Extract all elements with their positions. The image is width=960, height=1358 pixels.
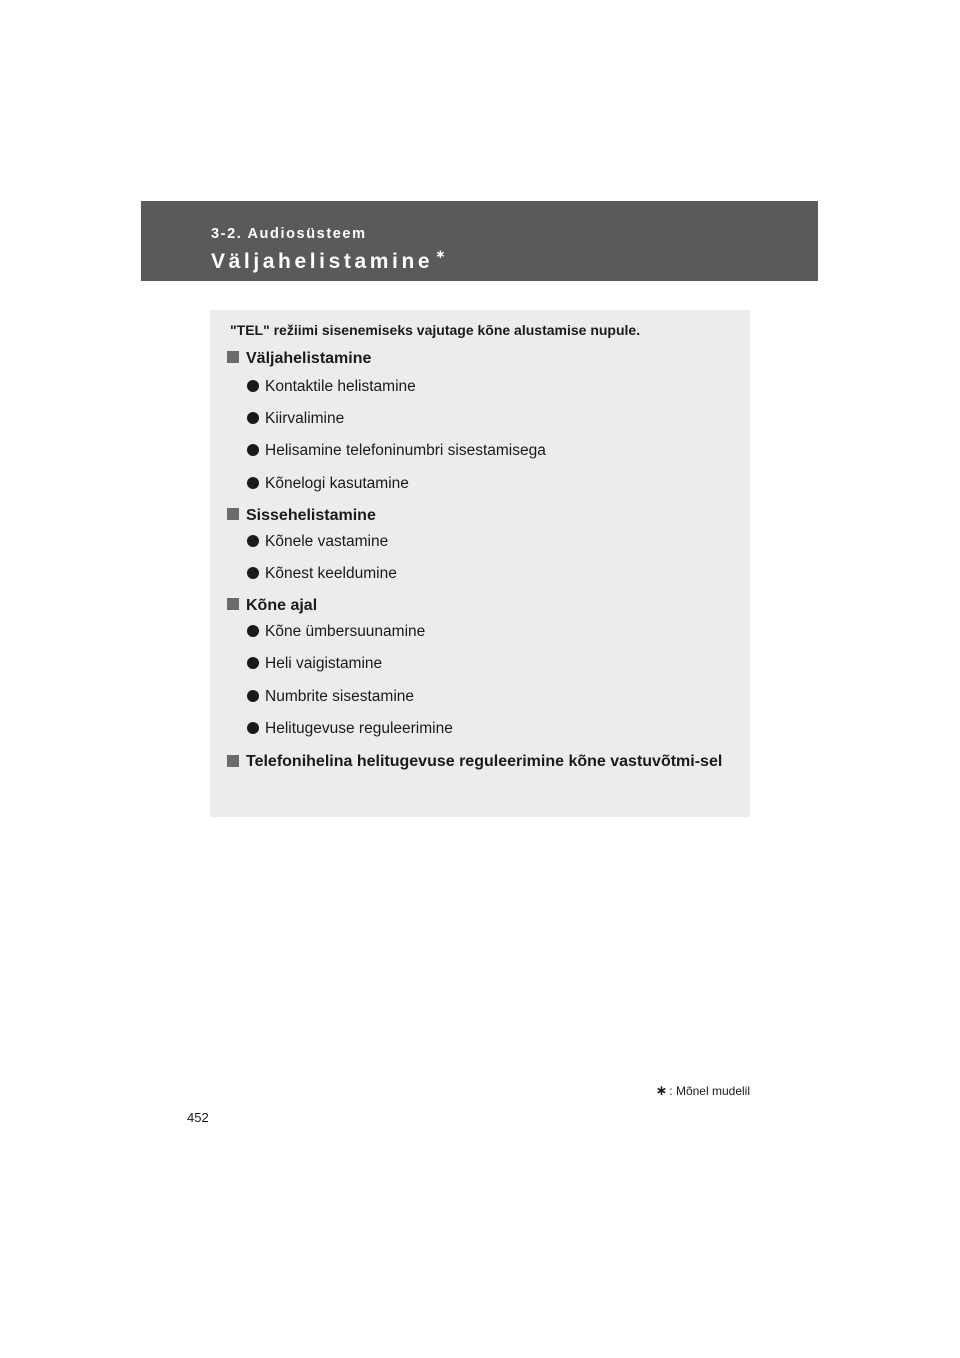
- heading-label: Sissehelistamine: [246, 507, 376, 524]
- heading-sissehelistamine: [227, 507, 376, 525]
- round-bullet-icon: [247, 444, 259, 456]
- footnote: [656, 1082, 750, 1099]
- list-item: [247, 533, 388, 551]
- header-band: [141, 201, 818, 281]
- round-bullet-icon: [247, 412, 259, 424]
- heading-kone-ajal: [227, 597, 317, 615]
- round-bullet-icon: [247, 625, 259, 637]
- round-bullet-icon: [247, 567, 259, 579]
- heading-valjahelistamine: [227, 350, 371, 368]
- list-item: [247, 720, 453, 738]
- footnote-text: : Mõnel mudelil: [669, 1084, 750, 1098]
- content-box: [210, 310, 750, 817]
- list-item: [247, 475, 409, 493]
- heading-telefonihelina: [227, 750, 732, 773]
- asterisk-icon: ∗: [435, 247, 446, 261]
- asterisk-icon: ∗: [655, 1082, 668, 1098]
- list-item: [247, 688, 414, 706]
- list-item-label: Heli vaigistamine: [265, 655, 383, 672]
- list-item: [247, 565, 397, 583]
- page-title: [211, 247, 445, 274]
- square-bullet-icon: [227, 508, 239, 520]
- square-bullet-icon: [227, 351, 239, 363]
- list-item: [247, 623, 425, 641]
- round-bullet-icon: [247, 722, 259, 734]
- round-bullet-icon: [247, 535, 259, 547]
- list-item: [247, 442, 546, 460]
- round-bullet-icon: [247, 690, 259, 702]
- round-bullet-icon: [247, 477, 259, 489]
- square-bullet-icon: [227, 598, 239, 610]
- heading-label: Telefonihelina helitugevuse reguleerimine kõne vastuvõtmi-sel: [246, 753, 723, 770]
- list-item-label: Kõnele vastamine: [265, 533, 389, 550]
- round-bullet-icon: [247, 657, 259, 669]
- list-item-label: Helisamine telefoninumbri sisestamisega: [265, 442, 546, 459]
- intro-text: "TEL" režiimi sisenemiseks vajutage kõne alustamise nupule.: [230, 322, 641, 338]
- heading-label: Kõne ajal: [246, 597, 318, 614]
- page-title-text: Väljahelistamine: [211, 250, 434, 273]
- list-item: [247, 378, 416, 396]
- list-item: [247, 655, 382, 673]
- list-item-label: Kõnelogi kasutamine: [265, 475, 409, 492]
- square-bullet-icon: [227, 755, 239, 767]
- list-item-label: Kõnest keeldumine: [265, 565, 397, 582]
- page-number: 452: [187, 1110, 209, 1125]
- round-bullet-icon: [247, 380, 259, 392]
- list-item-label: Kontaktile helistamine: [265, 378, 416, 395]
- list-item-label: Helitugevuse reguleerimine: [265, 720, 453, 737]
- list-item-label: Kõne ümbersuunamine: [265, 623, 426, 640]
- list-item-label: Kiirvalimine: [265, 410, 345, 427]
- heading-label: Väljahelistamine: [246, 350, 372, 367]
- list-item-label: Numbrite sisestamine: [265, 688, 415, 705]
- section-label: 3-2. Audiosüsteem: [211, 226, 367, 242]
- list-item: [247, 410, 344, 428]
